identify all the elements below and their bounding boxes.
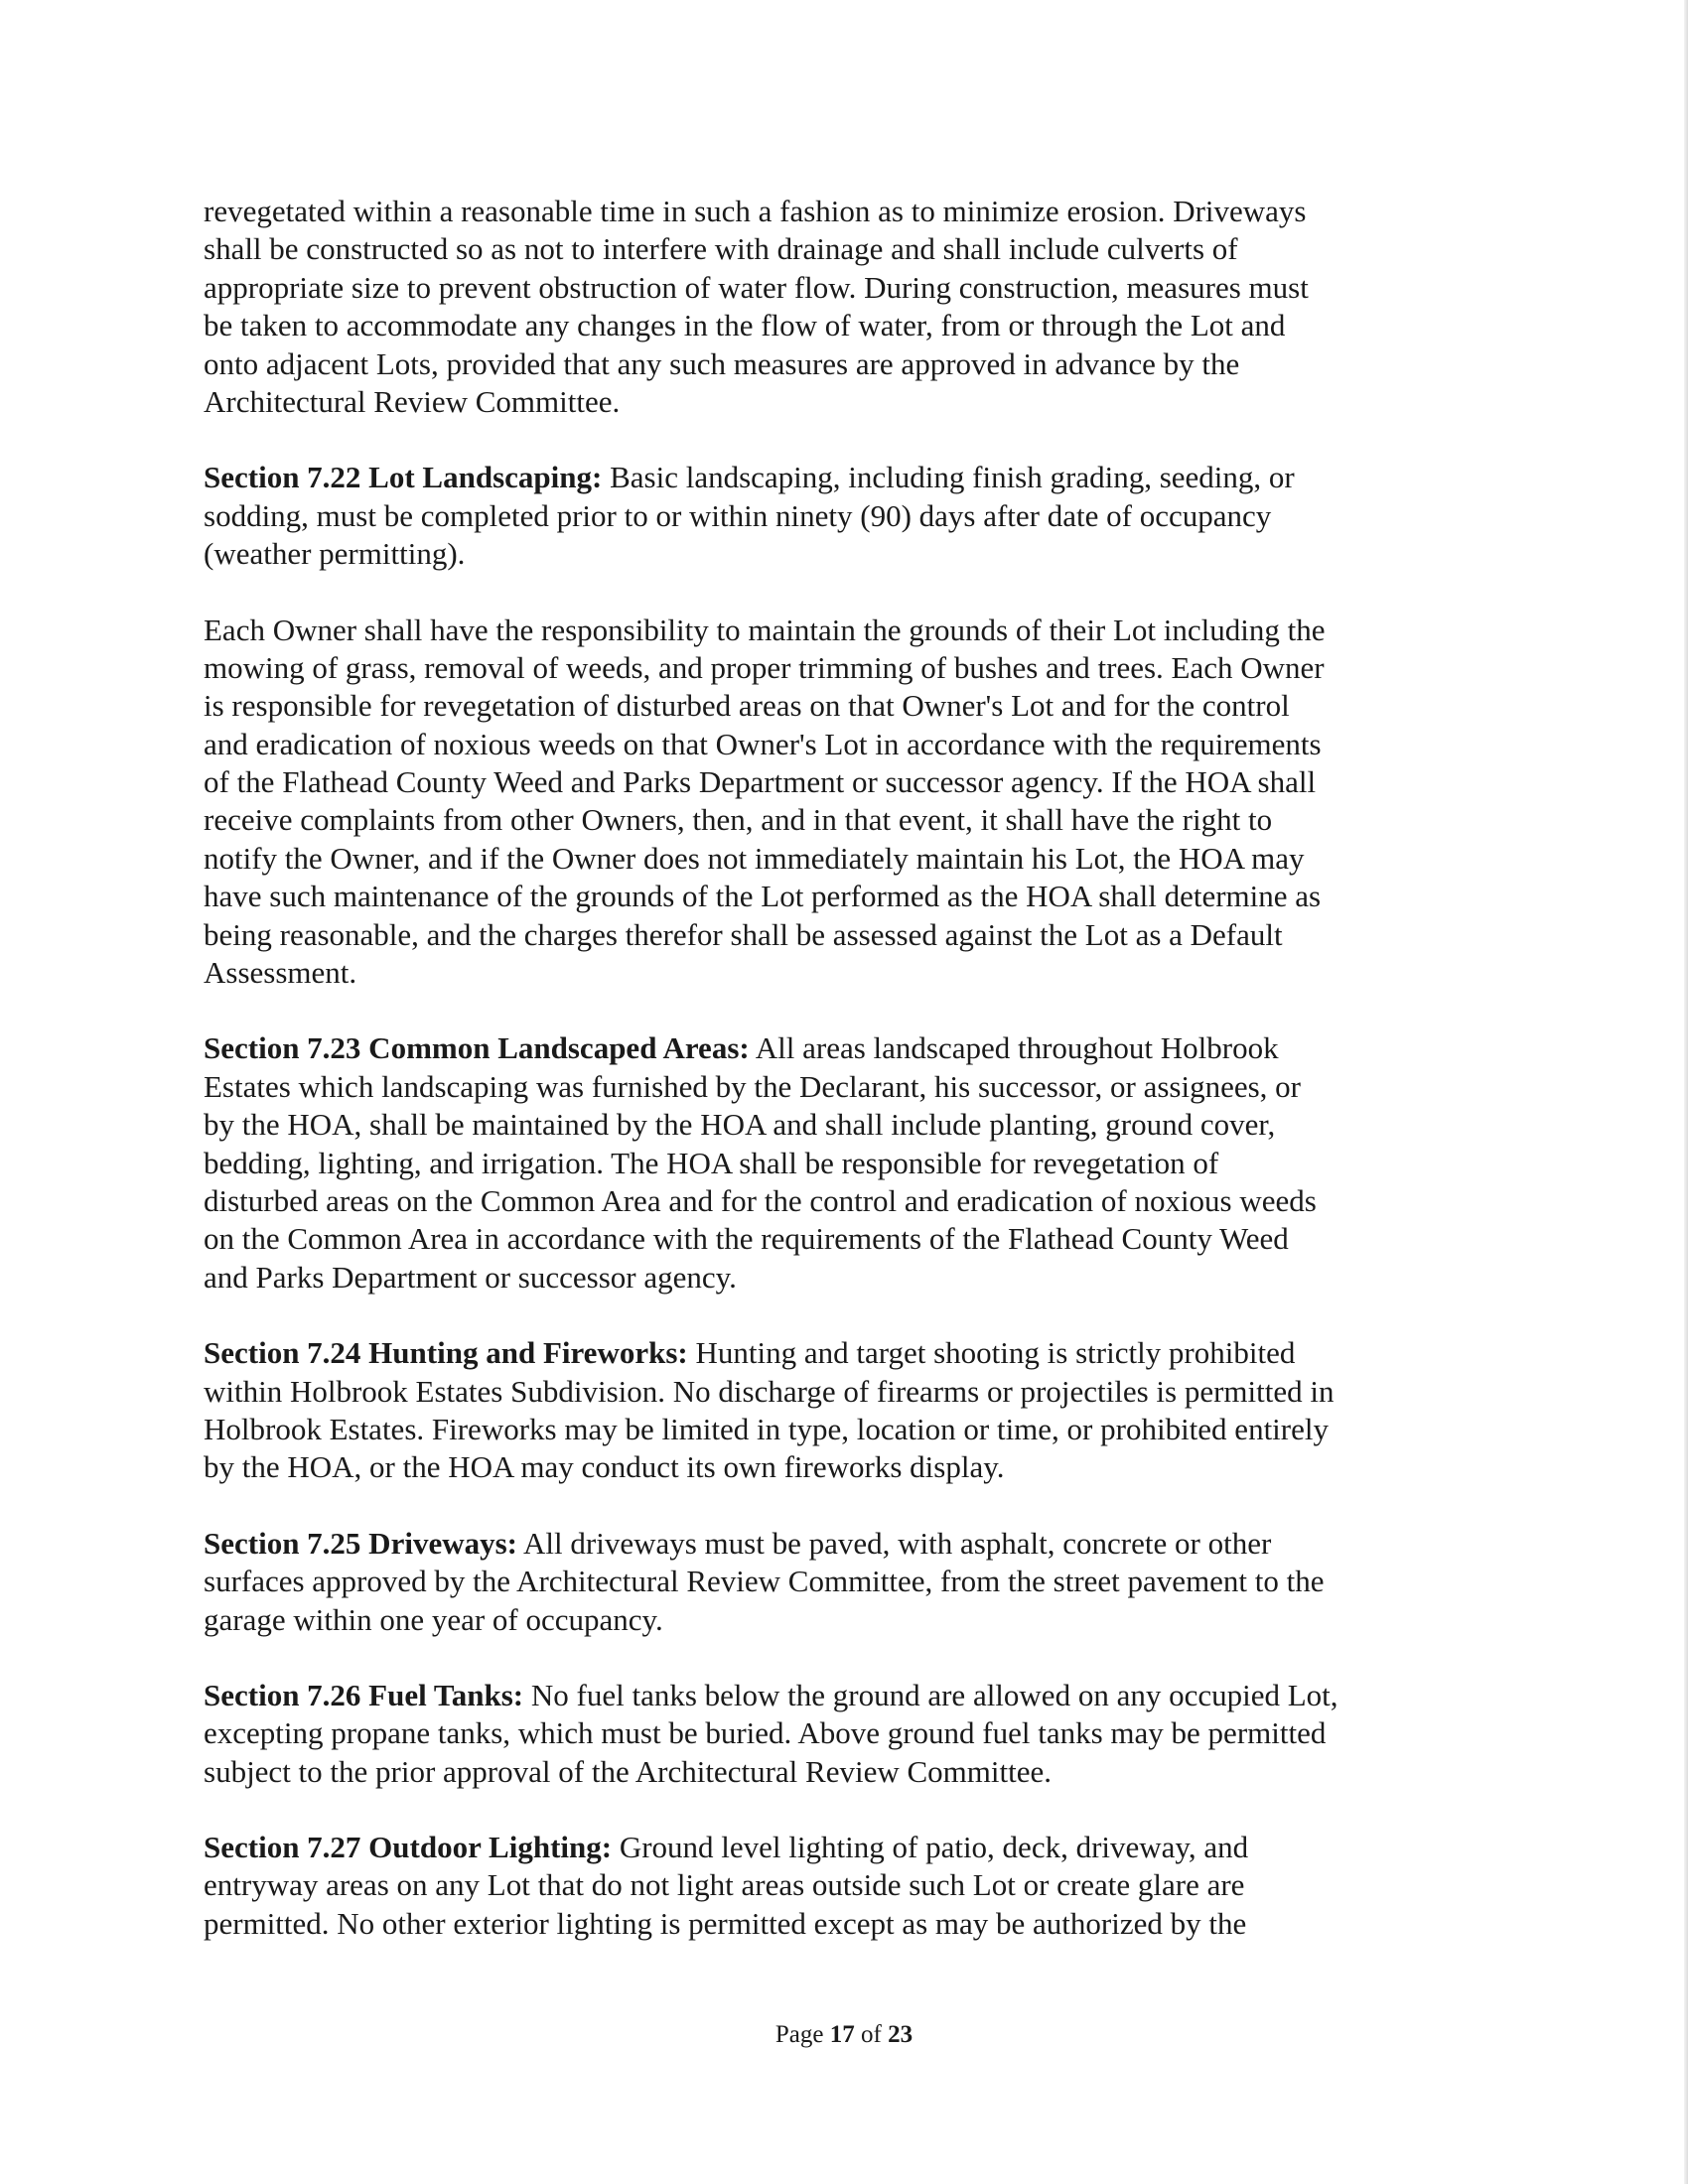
text-line: have such maintenance of the grounds of the Lot performed as the HOA shall determine as (204, 879, 1322, 914)
text-line (204, 1525, 1494, 1563)
text-line: appropriate size to prevent obstruction of water flow. During construction, measures must (204, 269, 1309, 305)
text-line: surfaces approved by the Architectural Review Committee, from the street pavement to the (204, 1564, 1325, 1599)
text-line: subject to the prior approval of the Architectural Review Committee. (204, 1753, 1052, 1789)
paragraph-driveway-drainage (204, 193, 1494, 421)
text-line: shall be constructed so as not to interfere with drainage and shall include culverts of (204, 231, 1238, 267)
document-body (204, 193, 1494, 1980)
section-7-26-fuel-tanks (204, 1677, 1494, 1791)
page-number: 17 (829, 2021, 855, 2048)
section-heading: Section 7.27 Outdoor Lighting: (204, 1830, 613, 1865)
text-line: garage within one year of occupancy. (204, 1601, 663, 1637)
of-label: of (861, 2021, 882, 2048)
text-line: revegetated within a reasonable time in such a fashion as to minimize erosion. Driveways (204, 194, 1307, 228)
section-heading: Section 7.24 Hunting and Fireworks: (204, 1335, 688, 1371)
page-footer (0, 2020, 1688, 2050)
text-line: Estates which landscaping was furnished by the Declarant, his successor, or assignees, or (204, 1068, 1301, 1104)
section-7-25-driveways (204, 1525, 1494, 1639)
text-line: and eradication of noxious weeds on that Owner's Lot in accordance with the requirements (204, 726, 1322, 761)
text-line: Assessment. (204, 955, 357, 991)
section-text: Ground level lighting of patio, deck, driveway, and (612, 1830, 1249, 1865)
section-7-23-common-landscaped-areas (204, 1029, 1494, 1297)
text-line: within Holbrook Estates Subdivision. No discharge of firearms or projectiles is permitted in (204, 1373, 1335, 1409)
text-line: be taken to accommodate any changes in the flow of water, from or through the Lot and (204, 308, 1286, 343)
section-heading: Section 7.26 Fuel Tanks: (204, 1677, 524, 1712)
text-line: disturbed areas on the Common Area and for the control and eradication of noxious weeds (204, 1182, 1317, 1218)
text-line (204, 1829, 1494, 1866)
paragraph-owner-maintenance (204, 612, 1494, 993)
text-line: Architectural Review Committee. (204, 383, 621, 419)
text-line: of the Flathead County Weed and Parks Department or successor agency. If the HOA shall (204, 764, 1317, 800)
text-line (204, 1677, 1494, 1714)
text-line: is responsible for revegetation of disturbed areas on that Owner's Lot and for the control (204, 688, 1290, 724)
text-line: and Parks Department or successor agency. (204, 1259, 737, 1295)
text-line: permitted. No other exterior lighting is permitted except as may be authorized by the (204, 1905, 1247, 1941)
text-line: notify the Owner, and if the Owner does not immediately maintain his Lot, the HOA may (204, 840, 1305, 876)
text-line: Each Owner shall have the responsibility to maintain the grounds of their Lot including the (204, 612, 1326, 647)
page-label: Page (774, 2021, 824, 2048)
text-line: receive complaints from other Owners, then, and in that event, it shall have the right to (204, 802, 1273, 838)
section-7-22-lot-landscaping (204, 459, 1494, 573)
section-heading: Section 7.22 Lot Landscaping: (204, 460, 603, 495)
text-line: entryway areas on any Lot that do not light areas outside such Lot or create glare are (204, 1867, 1245, 1903)
section-7-24-hunting-and-fireworks (204, 1334, 1494, 1487)
section-text: All driveways must be paved, with asphalt, concrete or other (516, 1525, 1272, 1561)
text-line: mowing of grass, removal of weeds, and proper trimming of bushes and trees. Each Owner (204, 649, 1325, 685)
text-line: bedding, lighting, and irrigation. The HOA shall be responsible for revegetation of (204, 1145, 1219, 1180)
text-line (204, 1334, 1494, 1372)
section-text: Basic landscaping, including finish grading, seeding, or (602, 460, 1295, 495)
text-line: being reasonable, and the charges therefor shall be assessed against the Lot as a Default (204, 916, 1283, 952)
section-text: All areas landscaped throughout Holbrook (749, 1030, 1279, 1066)
text-line: (weather permitting). (204, 536, 466, 572)
text-line: excepting propane tanks, which must be buried. Above ground fuel tanks may be permitted (204, 1715, 1327, 1751)
text-line (204, 1029, 1494, 1067)
text-line (204, 459, 1494, 496)
text-line: on the Common Area in accordance with the requirements of the Flathead County Weed (204, 1221, 1289, 1257)
text-line: by the HOA, shall be maintained by the HOA and shall include planting, ground cover, (204, 1107, 1276, 1143)
text-line: by the HOA, or the HOA may conduct its own fireworks display. (204, 1449, 1005, 1485)
section-heading: Section 7.25 Driveways: (204, 1525, 517, 1561)
text-line: Holbrook Estates. Fireworks may be limited in type, location or time, or prohibited entirely (204, 1411, 1329, 1446)
page-total: 23 (888, 2021, 914, 2048)
text-line: sodding, must be completed prior to or within ninety (90) days after date of occupancy (204, 497, 1272, 533)
page-edge-shadow (1684, 0, 1688, 2184)
section-heading: Section 7.23 Common Landscaped Areas: (204, 1030, 750, 1066)
text-line: onto adjacent Lots, provided that any such measures are approved in advance by the (204, 345, 1240, 381)
section-7-27-outdoor-lighting (204, 1829, 1494, 1943)
section-text: Hunting and target shooting is strictly prohibited (687, 1335, 1296, 1371)
section-text: No fuel tanks below the ground are allowed on any occupied Lot, (523, 1677, 1338, 1712)
